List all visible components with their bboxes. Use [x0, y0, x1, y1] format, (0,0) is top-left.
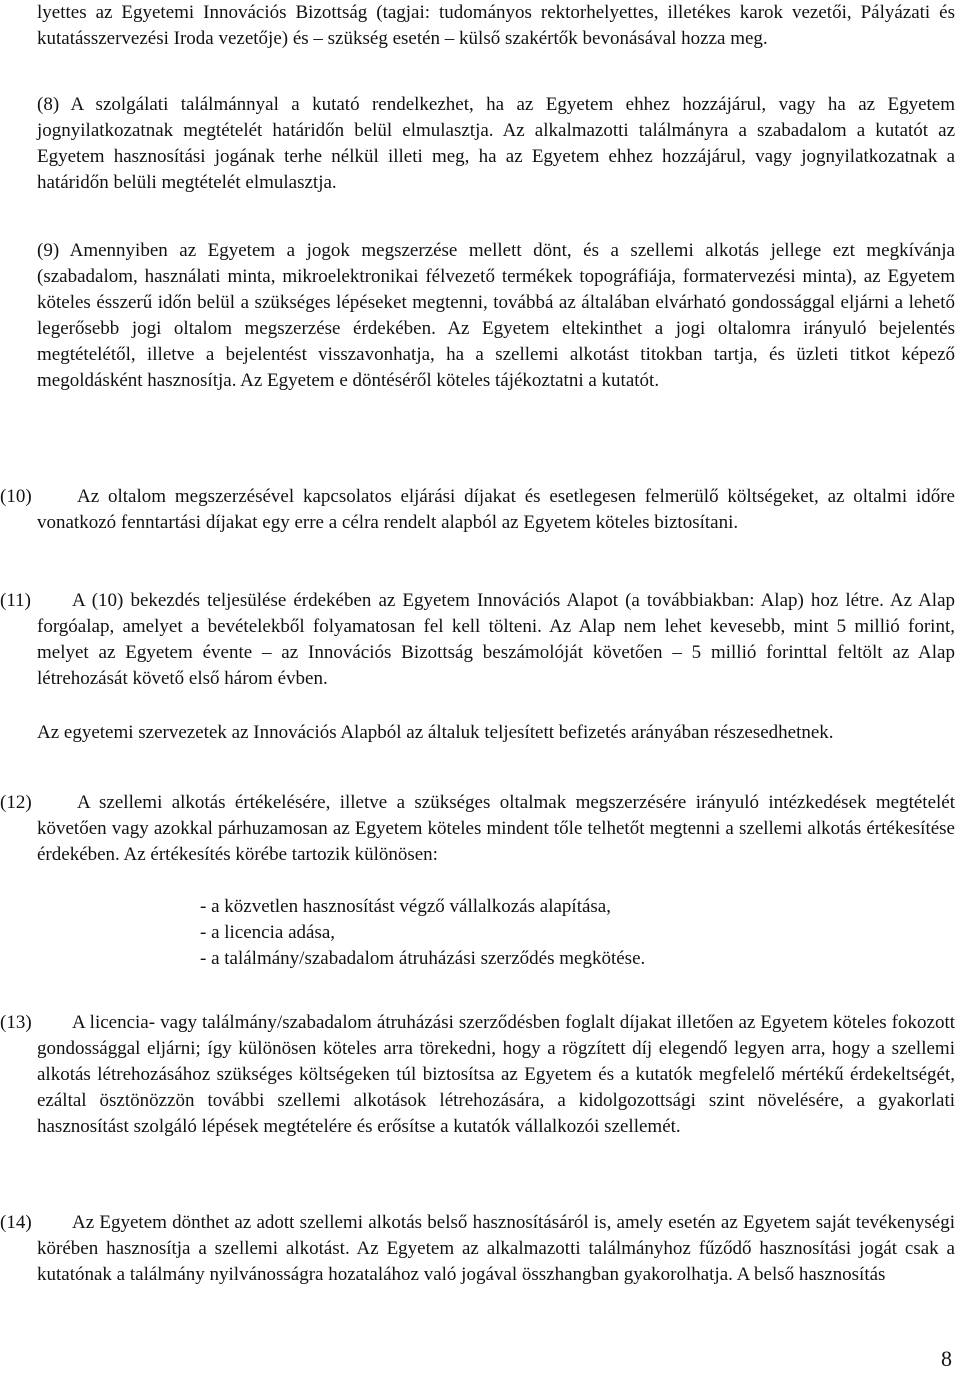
list-item: - a találmány/szabadalom átruházási szerződés megkötése.: [200, 948, 646, 969]
paragraph-11-text: A (10) bekezdés teljesülése érdekében az Egyetem Innovációs Alapot (a továbbiakban: Alap) hoz létre. Az Alap forgóalap, amelyet a bevételekből folyamatosan fel kell tölteni. Az Alap nem lehet kevesebb, mint 5 millió forint, melyet az Egyetem évente – az Innovációs Bizottság beszámolóját követően – 5 millió forinttal feltölt az Alap létrehozását követő első három évben.: [37, 590, 955, 689]
intro-paragraph: lyettes az Egyetemi Innovációs Bizottság (tagjai: tudományos rektorhelyettes, illetékes karok vezetői, Pályázati és kutatásszervezési Iroda vezetője) és – szükség esetén – külső szakértők bevonásával hozza meg.: [37, 2, 955, 49]
paragraph-9: [37, 238, 955, 394]
list-item: - a közvetlen hasznosítást végző vállalkozás alapítása,: [200, 896, 611, 917]
paragraph-11-text-2: Az egyetemi szervezetek az Innovációs Alapból az általuk teljesített befizetés arányában részesedhetnek.: [37, 722, 834, 743]
paragraph-12-number: (12): [0, 792, 32, 813]
paragraph-14-number: (14): [0, 1212, 32, 1233]
paragraph-8: [37, 92, 955, 196]
paragraph-10-text: Az oltalom megszerzésével kapcsolatos eljárási díjakat és esetlegesen felmerülő költségeket, az oltalmi időre vonatkozó fenntartási díjakat egy erre a célra rendelt alapból az Egyetem köteles biztosítani.: [37, 486, 955, 533]
list-item: - a licencia adása,: [200, 922, 336, 943]
paragraph-13-number: (13): [0, 1012, 32, 1033]
paragraph-14-text: Az Egyetem dönthet az adott szellemi alkotás belső hasznosításáról is, amely esetén az Egyetem saját tevékenységi körében hasznosítja a szellemi alkotást. Az Egyetem az alkalmazotti találmányhoz fűződő hasznosítási jogát csak a kutatónak a találmány nyilvánosságra hozatalához való jogával összhangban gyakorolhatja. A belső hasznosítás: [37, 1212, 955, 1285]
paragraph-8-text: (8) A szolgálati találmánnyal a kutató rendelkezhet, ha az Egyetem ehhez hozzájárul, vagy ha az Egyetem jognyilatkozatnak megtételét határidőn belül elmulasztja. Az alkalmazotti találmányra a szabadalom a kutatót az Egyetem hasznosítási jogának terhe nélkül illeti meg, ha az Egyetem ehhez hozzájárul, vagy jognyilatkozatnak a határidőn belüli megtételét elmulasztja.: [37, 94, 955, 193]
paragraph-11-number: (11): [0, 590, 31, 611]
paragraph-12-text: A szellemi alkotás értékelésére, illetve a szükséges oltalmak megszerzésére irányuló intézkedések megtételét követően vagy azokkal párhuzamosan az Egyetem köteles mindent tőle telhetőt megtenni a szellemi alkotás értékesítése érdekében. Az értékesítés körébe tartozik különösen:: [37, 792, 955, 865]
paragraph-13-text: A licencia- vagy találmány/szabadalom átruházási szerződésben foglalt díjakat illetően az Egyetem köteles fokozott gondossággal eljárni; így különösen köteles arra törekedni, hogy a rögzített díj elegendő legyen arra, hogy a szellemi alkotás létrehozásához szükséges költségeken túl biztosítsa az Egyetem és a kutatók megfelelő mértékű érdekeltségét, ezáltal ösztönözzön további szellemi alkotások létrehozására, a kidolgozottsági szint növelésére, a gyakorlati hasznosítást szolgáló lépések megtételére és erősítse a kutatók vállalkozói szellemét.: [37, 1012, 955, 1137]
page-number: 8: [941, 1346, 952, 1371]
paragraph-9-text: (9) Amennyiben az Egyetem a jogok megszerzése mellett dönt, és a szellemi alkotás jellege ezt megkívánja (szabadalom, használati minta, mikroelektronikai félvezető termékek topográfiája, formatervezési minta), az Egyetem köteles ésszerű időn belül a szükséges lépéseket megtenni, továbbá az általában elvárható gondossággal eljárni a lehető legerősebb jogi oltalom megszerzése érdekében. Az Egyetem eltekinthet a jogi oltalomra irányuló bejelentés megtételétől, illetve a bejelentést visszavonhatja, ha a szellemi alkotást titokban tartja, és üzleti titkot képező megoldásként hasznosítja. Az Egyetem e döntéséről köteles tájékoztatni a kutatót.: [37, 240, 955, 391]
paragraph-10-number: (10): [0, 486, 32, 507]
